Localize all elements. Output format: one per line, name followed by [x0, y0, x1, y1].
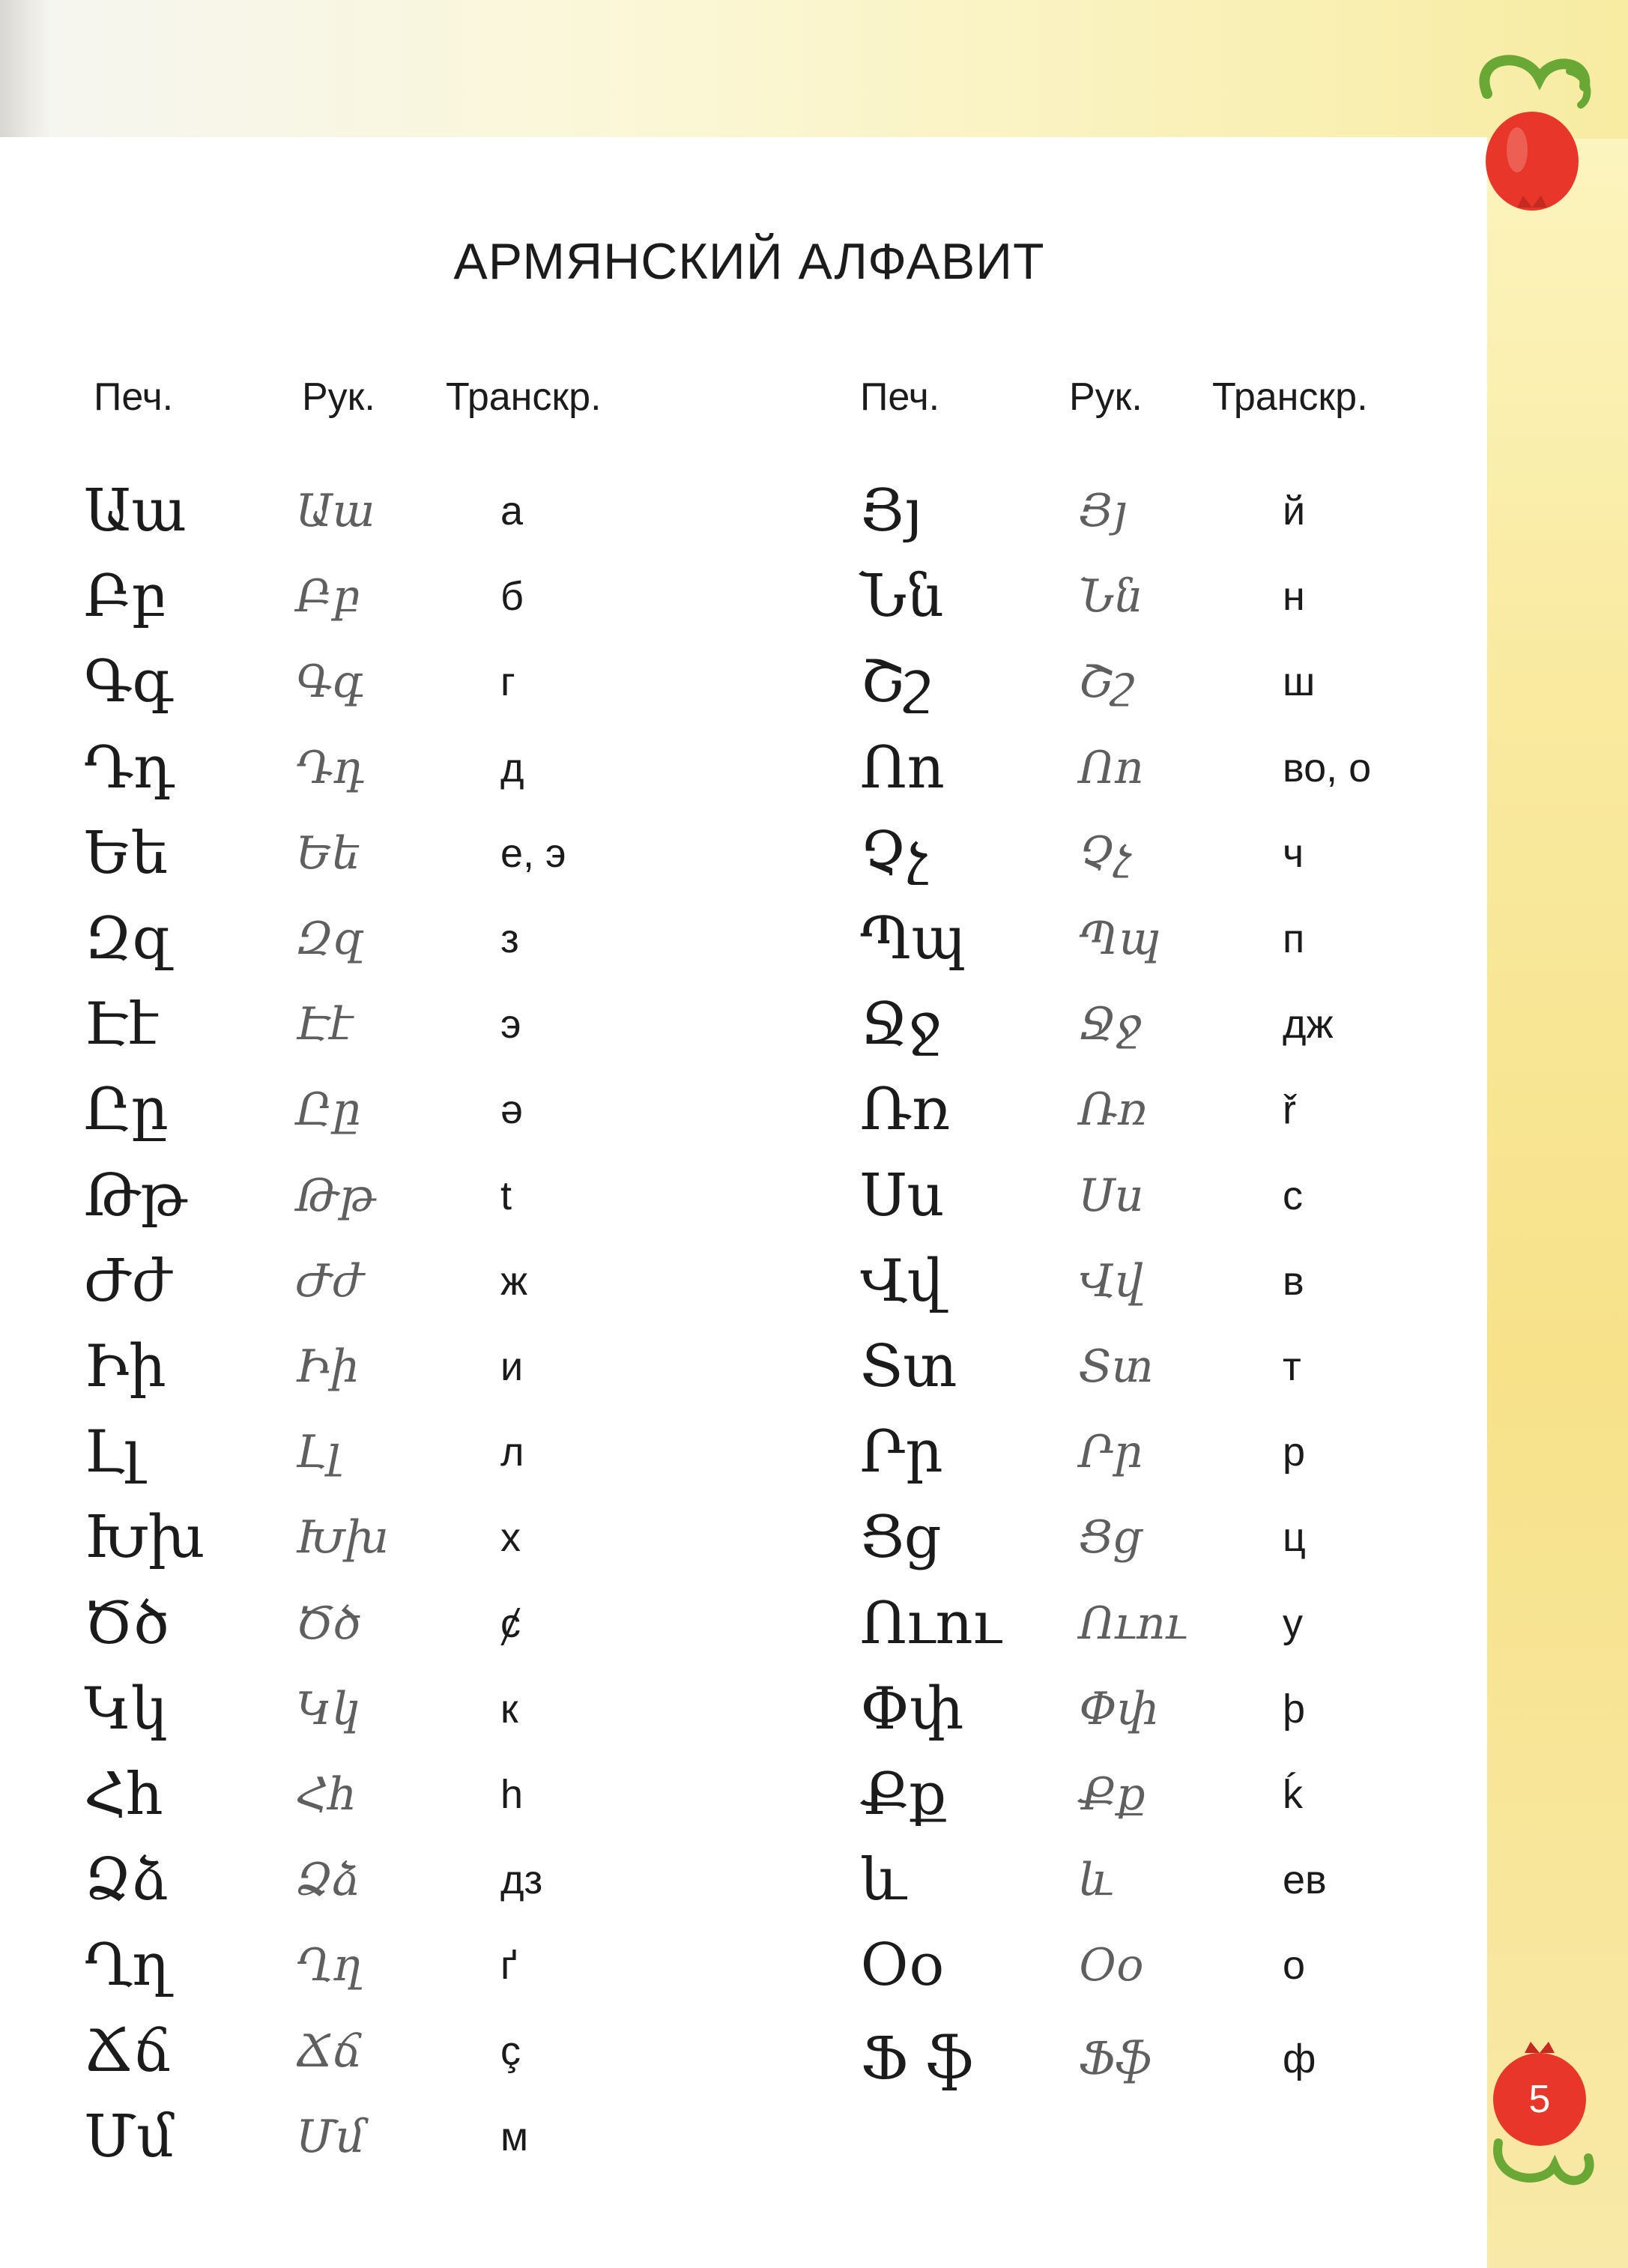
transcription: ф: [1283, 2036, 1316, 2081]
header-printed-left: Печ.: [94, 375, 174, 419]
handwritten-letter: Իի: [296, 1340, 360, 1393]
transcription: ґ: [500, 1943, 518, 1989]
handwritten-letter: Ռռ: [1079, 1083, 1148, 1137]
printed-letter: Աա: [84, 477, 187, 545]
handwritten-letter: Ուու: [1079, 1597, 1187, 1650]
printed-letter: Կկ: [84, 1675, 168, 1743]
header-transcription-right: Транскр.: [1212, 375, 1368, 419]
header-transcription-left: Транскр.: [446, 375, 602, 419]
header-printed-right: Печ.: [860, 375, 940, 419]
printed-letter: Ճճ: [84, 2017, 172, 2085]
printed-letter: Պպ: [860, 905, 966, 973]
alphabet-row: [0, 811, 1498, 896]
alphabet-row: [0, 468, 1498, 554]
printed-letter: Տտ: [860, 1333, 957, 1400]
transcription: h: [500, 1772, 524, 1817]
handwritten-letter: Դդ: [296, 741, 365, 794]
printed-letter: Ղղ: [84, 1932, 170, 2000]
header-handwritten-left: Рук.: [302, 375, 375, 419]
transcription: н: [1283, 574, 1305, 620]
transcription: э: [500, 1002, 521, 1047]
header-handwritten-right: Рук.: [1069, 375, 1143, 419]
alphabet-row: [0, 982, 1498, 1067]
printed-letter: Օօ: [860, 1932, 945, 2000]
handwritten-letter: Հհ: [296, 1768, 357, 1821]
printed-letter: Գգ: [84, 648, 173, 716]
alphabet-row: [0, 1666, 1498, 1752]
handwritten-letter: Ցց: [1079, 1511, 1142, 1564]
alphabet-row: [0, 1581, 1498, 1666]
alphabet-row: [0, 1239, 1498, 1324]
handwritten-letter: Ջջ: [1079, 998, 1142, 1051]
printed-letter: Յյ: [860, 477, 923, 545]
printed-letter: Դդ: [84, 734, 175, 802]
printed-letter: Ջջ: [860, 991, 942, 1059]
printed-letter: Ֆ ֆ: [860, 2024, 974, 2093]
handwritten-letter: Փփ: [1079, 1682, 1159, 1735]
printed-letter: Իի: [84, 1333, 166, 1400]
pomegranate-icon: [1457, 41, 1607, 225]
handwritten-letter: Քք: [1079, 1768, 1146, 1821]
alphabet-row: [0, 1923, 1498, 2008]
printed-letter: Էէ: [84, 991, 159, 1059]
printed-letter: Ոո: [860, 734, 945, 802]
transcription: з: [500, 916, 519, 961]
transcription: х: [500, 1515, 521, 1561]
alphabet-row: [0, 1837, 1498, 1923]
alphabet-row: [0, 1324, 1498, 1409]
handwritten-letter: Ոո: [1079, 741, 1144, 794]
alphabet-row: [0, 639, 1498, 725]
transcription: ев: [1283, 1857, 1327, 1903]
printed-letter: Նն: [860, 563, 944, 631]
handwritten-letter: Պպ: [1079, 913, 1161, 965]
handwritten-letter: Ճճ: [296, 2024, 363, 2078]
printed-letter: Շշ: [860, 648, 931, 716]
transcription: t: [500, 1173, 512, 1218]
transcription: ц: [1283, 1515, 1306, 1561]
handwritten-letter: Մմ: [296, 2110, 366, 2163]
transcription: д: [500, 745, 524, 790]
page-number-badge: [1483, 2030, 1596, 2195]
transcription: в: [1283, 1258, 1304, 1304]
transcription: у: [1283, 1600, 1303, 1646]
alphabet-row: [0, 1495, 1498, 1580]
handwritten-letter: Սս: [1079, 1169, 1144, 1222]
alphabet-row: [0, 1409, 1498, 1495]
handwritten-letter: Ըը: [296, 1083, 361, 1137]
printed-letter: Մմ: [84, 2102, 175, 2171]
handwritten-letter: Խխ: [296, 1511, 390, 1564]
transcription: ř: [1283, 1087, 1296, 1133]
handwritten-letter: Ծծ: [296, 1597, 362, 1650]
handwritten-letter: Րր: [1079, 1426, 1143, 1479]
printed-letter: Րր: [860, 1418, 943, 1487]
handwritten-letter: Չչ: [1079, 826, 1131, 880]
printed-letter: Վվ: [860, 1247, 944, 1315]
transcription: ш: [1283, 659, 1316, 705]
alphabet-row: [0, 1752, 1498, 1837]
handwritten-letter: և: [1079, 1854, 1115, 1907]
printed-letter: Եե: [84, 819, 168, 887]
handwritten-letter: Գգ: [296, 656, 364, 709]
printed-letter: Թթ: [84, 1161, 187, 1230]
transcription: к: [500, 1686, 518, 1732]
transcription: т: [1283, 1344, 1301, 1389]
printed-letter: Չչ: [860, 819, 928, 887]
transcription: м: [500, 2114, 529, 2159]
transcription: й: [1283, 489, 1306, 533]
handwritten-letter: Շշ: [1079, 656, 1134, 709]
transcription: ч: [1283, 830, 1304, 876]
page-top-background: [0, 0, 1628, 139]
transcription: л: [500, 1430, 524, 1475]
handwritten-letter: Թթ: [296, 1169, 375, 1222]
alphabet-row: [0, 896, 1498, 982]
printed-letter: Ցց: [860, 1504, 942, 1572]
transcription: и: [500, 1344, 524, 1389]
transcription: а: [500, 489, 524, 533]
printed-letter: Սս: [860, 1161, 945, 1230]
transcription: р: [1283, 1430, 1306, 1475]
handwritten-letter: Էէ: [296, 998, 354, 1051]
transcription: ж: [500, 1258, 528, 1304]
printed-letter: Քք: [860, 1761, 947, 1828]
handwritten-letter: Օօ: [1079, 1939, 1144, 1992]
printed-letter: Ռռ: [860, 1076, 951, 1144]
transcription: о: [1283, 1943, 1306, 1989]
alphabet-row: [0, 2094, 1498, 2180]
page-number: 5: [1528, 2078, 1551, 2121]
transcription: ȼ: [500, 1600, 521, 1646]
printed-letter: Հհ: [84, 1761, 163, 1828]
printed-letter: Խխ: [84, 1504, 205, 1572]
printed-letter: Զզ: [84, 905, 173, 973]
transcription: дз: [500, 1857, 543, 1903]
printed-letter: Ըը: [84, 1076, 169, 1144]
handwritten-letter: Լլ: [296, 1426, 341, 1479]
transcription: б: [500, 574, 524, 620]
handwritten-letter: Զզ: [296, 913, 364, 965]
handwritten-letter: Ղղ: [296, 1939, 363, 1992]
transcription: е, э: [500, 830, 566, 876]
handwritten-letter: Յյ: [1079, 485, 1128, 537]
transcription: ç: [500, 2028, 521, 2074]
printed-letter: Ուու: [860, 1589, 1002, 1657]
printed-letter: Փփ: [860, 1675, 964, 1743]
handwritten-letter: Ժժ: [296, 1254, 363, 1307]
printed-letter: Ծծ: [84, 1589, 169, 1657]
handwritten-letter: Ձձ: [296, 1854, 361, 1907]
printed-letter: Բբ: [84, 563, 168, 631]
handwritten-letter: Եե: [296, 826, 361, 880]
printed-letter: Ժժ: [84, 1247, 171, 1315]
alphabet-row: [0, 1067, 1498, 1152]
transcription: ḱ: [1283, 1772, 1303, 1817]
transcription: þ: [1283, 1686, 1306, 1732]
transcription: п: [1283, 916, 1305, 961]
alphabet-row: [0, 725, 1498, 811]
printed-letter: Ձձ: [84, 1846, 169, 1914]
page-title: АРМЯНСКИЙ АЛФАВИТ: [453, 233, 1045, 290]
transcription: дж: [1283, 1002, 1334, 1047]
handwritten-letter: Աա: [296, 485, 375, 537]
transcription: г: [500, 659, 515, 705]
handwritten-letter: Տտ: [1079, 1340, 1154, 1393]
handwritten-letter: Վվ: [1079, 1254, 1143, 1307]
handwritten-letter: Ֆֆ: [1079, 2032, 1152, 2085]
alphabet-row: [0, 554, 1498, 639]
transcription: ә: [500, 1087, 524, 1133]
alphabet-row: [0, 1153, 1498, 1239]
handwritten-letter: Նն: [1079, 570, 1143, 623]
alphabet-row: [0, 2016, 1498, 2102]
transcription: с: [1283, 1173, 1303, 1218]
printed-letter: Լլ: [84, 1418, 142, 1487]
handwritten-letter: Բբ: [296, 570, 360, 623]
transcription: во, о: [1283, 745, 1372, 790]
handwritten-letter: Կկ: [296, 1682, 360, 1735]
printed-letter: և: [860, 1846, 907, 1914]
